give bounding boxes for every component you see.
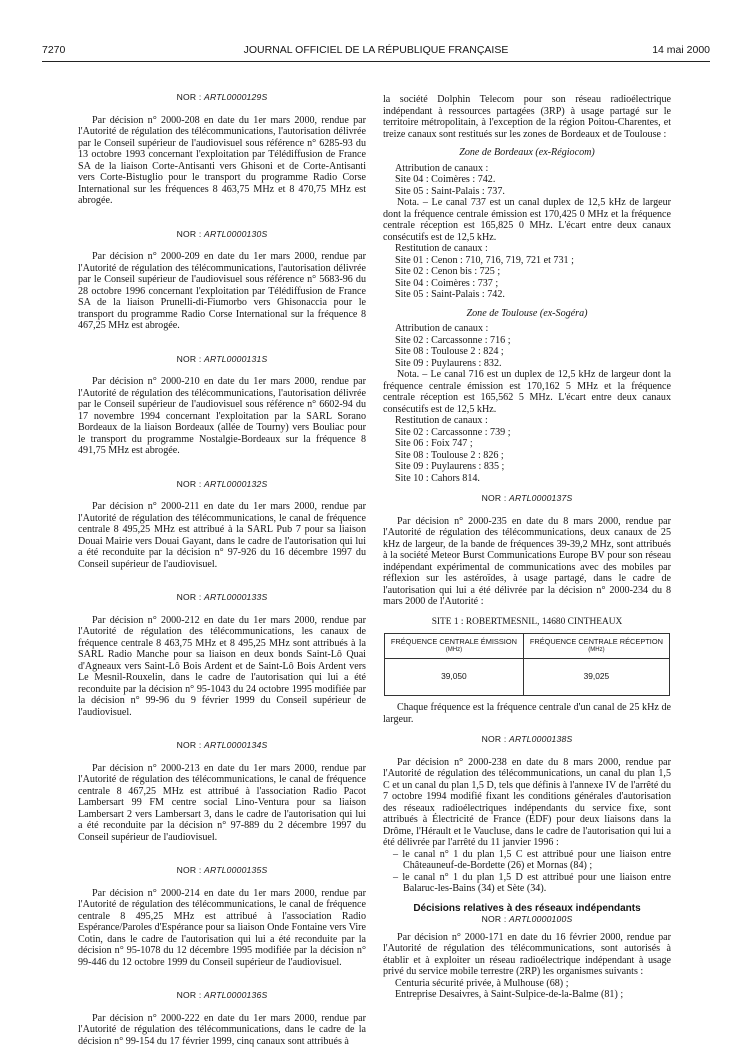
decision-paragraph: Par décision n° 2000-211 en date du 1er mars 2000, rendue par l'Autorité de régulation des télécommunications, le canal de fréquence centrale 8 495,25 MHz est attribué à la SARL Pub 7 pour sa liaison Douai Mairie vers Douai Gayant, dans le cadre de l'autorisation qui lui a été reconduite par la décision n° 97-926 du 16 décembre 1997 du Conseil supérieur de l'audiovisuel.	[78, 501, 366, 570]
list-item: Site 02 : Cenon bis : 725 ;	[383, 266, 671, 278]
list-item: Site 08 : Toulouse 2 : 826 ;	[383, 450, 671, 462]
left-column	[78, 92, 366, 1047]
nor-reference: NOR : ARTL0000136S	[78, 990, 366, 1002]
nota-paragraph: Nota. – Le canal 716 est un duplex de 12,5 kHz de largeur dont la fréquence centrale émission est 170,162 5 MHz et la fréquence centrale réception est 165,562 5 MHz. L'écart entre deux canaux consécutifs est de 12,5 kHz.	[383, 369, 671, 415]
list-label: Attribution de canaux :	[383, 163, 671, 175]
nor-reference: NOR : ARTL0000100S	[383, 914, 671, 926]
list-item: Site 04 : Coimères : 742.	[383, 174, 671, 186]
list-item: Site 06 : Foix 747 ;	[383, 438, 671, 450]
list-item: Site 10 : Cahors 814.	[383, 473, 671, 485]
list-item: Site 01 : Cenon : 710, 716, 719, 721 et 731 ;	[383, 255, 671, 267]
list-item: Site 05 : Saint-Palais : 737.	[383, 186, 671, 198]
list-item: Site 08 : Toulouse 2 : 824 ;	[383, 346, 671, 358]
nor-reference: NOR : ARTL0000138S	[383, 734, 671, 746]
decision-paragraph: Par décision n° 2000-213 en date du 1er mars 2000, rendue par l'Autorité de régulation des télécommunications, le canal de fréquence centrale 8 467,25 MHz est attribué à l'association Radio Pacot Lambersart 99 FM centre social Lino-Ventura pour sa liaison Lambersart 2 vers Lambersart 3, dans le cadre de l'autorisation qui lui a été reconduite par la décision n° 97-889 du 2 décembre 1997 du Conseil supérieur de l'audiovisuel.	[78, 763, 366, 844]
list-item: Site 02 : Carcassonne : 716 ;	[383, 335, 671, 347]
page-number: 7270	[42, 44, 65, 56]
decision-paragraph: Par décision n° 2000-222 en date du 1er mars 2000, rendue par l'Autorité de régulation des télécommunications, dans le cadre de la décision n° 99-154 du 17 février 1999, cinq canaux sont attribués à	[78, 1013, 366, 1047]
decision-paragraph: Par décision n° 2000-212 en date du 1er mars 2000, rendue par l'Autorité de régulation des télécommunications, les canaux de fréquence centrale 8 463,75 MHz et 8 495,25 MHz sont attribués à la SARL Radio Manche pour sa liaison en deux bonds Saint-Lô Quai d'Agneaux vers Saint-Lô Bois Ardent et de Saint-Lô Bois Ardent vers Le Mesnil-Rouxelin, dans le cadre de l'autorisation qui lui a été reconduite par la décision n° 95-1043 du 24 octobre 1995 modifiée par la décision n° 99-96 du 9 février 1999 du Conseil supérieur de l'audiovisuel.	[78, 615, 366, 719]
nor-reference: NOR : ARTL0000130S	[78, 229, 366, 241]
list-item: Site 05 : Saint-Palais : 742.	[383, 289, 671, 301]
list-label: Attribution de canaux :	[383, 323, 671, 335]
list-item: Site 09 : Puylaurens : 835 ;	[383, 461, 671, 473]
table-header-reception: FRÉQUENCE CENTRALE RÉCEPTION (MHz)	[523, 634, 669, 659]
site-caption: SITE 1 : ROBERTMESNIL, 14680 CINTHEAUX	[383, 617, 671, 629]
nor-reference: NOR : ARTL0000137S	[383, 493, 671, 505]
list-item: Site 04 : Coimères : 737 ;	[383, 278, 671, 290]
continued-paragraph: la société Dolphin Telecom pour son réseau radioélectrique indépendant à ressources partagées (3RP) à usage partagé sur le territoire métropolitain, à l'exception de la région Poitou-Charentes, et treize canaux sont restitués sur les zones de Bordeaux et de Toulouse :	[383, 94, 671, 140]
list-item: Site 02 : Carcassonne : 739 ;	[383, 427, 671, 439]
table-header-emission: FRÉQUENCE CENTRALE ÉMISSION (MHz)	[385, 634, 524, 659]
table-cell: 39,025	[523, 659, 669, 696]
nor-reference: NOR : ARTL0000135S	[78, 865, 366, 877]
table-cell: 39,050	[385, 659, 524, 696]
decision-paragraph: Par décision n° 2000-210 en date du 1er mars 2000, rendue par l'Autorité de régulation des télécommunications, l'autorisation délivrée par le Conseil supérieur de l'audiovisuel sous référence n° 6602-94 du 17 novembre 1994 concernant l'exploitation par la SARL Sorano Bordeaux de la liaison Bordeaux (allée de Tourny) vers Bouliac pour le transport du programme Nostalgie-Bordeaux sur la fréquence 8 491,75 MHz est abrogée.	[78, 376, 366, 457]
header-rule	[42, 61, 710, 62]
decision-paragraph: Par décision n° 2000-238 en date du 8 mars 2000, rendue par l'Autorité de régulation des télécommunications, un canal du plan 1,5 C et un canal du plan 1,5 D, tels que définis à l'annexe IV de l'arrêté du 7 octobre 1994 modifié fixant les conditions générales d'autorisation des réseaux radioélectriques indépendants du service fixe, sont attribués à Électricité de France (EDF) pour deux liaisons dans la Drôme, l'Hérault et le Vaucluse, dans le cadre de l'autorisation qui lui a été délivrée par l'arrêté du 11 janvier 1996 :	[383, 757, 671, 849]
list-item: – le canal n° 1 du plan 1,5 D est attribué pour une liaison entre Balaruc-les-Bains (34) et Sète (34).	[383, 872, 671, 895]
nota-paragraph: Nota. – Le canal 737 est un canal duplex de 12,5 kHz de largeur dont la fréquence centrale émission est 170,425 0 MHz et la fréquence centrale réception est 165,825 0 MHz. L'écart entre deux canaux consécutifs est de 12,5 kHz.	[383, 197, 671, 243]
decision-paragraph: Par décision n° 2000-209 en date du 1er mars 2000, rendue par l'Autorité de régulation des télécommunications, l'autorisation délivrée par le Conseil supérieur de l'audiovisuel sous référence n° 5683-96 du 28 octobre 1996 concernant l'exploitation par Télédiffusion de France SA de la liaison Prunelli-di-Fiumorbo vers Ghisonaccia pour le transport du programme Radio Corse International sur la fréquence 8 467,25 MHz est abrogée.	[78, 251, 366, 332]
nor-reference: NOR : ARTL0000131S	[78, 354, 366, 366]
note-paragraph: Chaque fréquence est la fréquence centrale d'un canal de 25 kHz de largeur.	[383, 702, 671, 725]
list-label: Restitution de canaux :	[383, 415, 671, 427]
zone-title: Zone de Toulouse (ex-Sogéra)	[383, 308, 671, 320]
nor-reference: NOR : ARTL0000134S	[78, 740, 366, 752]
journal-title: JOURNAL OFFICIEL DE LA RÉPUBLIQUE FRANÇAISE	[42, 44, 710, 56]
page-header	[42, 40, 710, 58]
list-item: Entreprise Desaivres, à Saint-Sulpice-de-la-Balme (81) ;	[383, 989, 671, 1001]
decision-paragraph: Par décision n° 2000-214 en date du 1er mars 2000, rendue par l'Autorité de régulation des télécommunications, le canal de fréquence centrale 8 495,25 MHz est attribué à l'association Radio Espérance/Paroles d'Espérance pour sa liaison Onde Fontaine vers Vire Cotin, dans le cadre de l'autorisation qui lui a été reconduite par la décision n° 95-1078 du 12 décembre 1995 modifiée par la décision n° 99-446 du 12 octobre 1999 du Conseil supérieur de l'audiovisuel.	[78, 888, 366, 969]
issue-date: 14 mai 2000	[652, 44, 710, 56]
decision-paragraph: Par décision n° 2000-171 en date du 16 février 2000, rendue par l'Autorité de régulation des télécommunications, sont autorisés à établir et à exploiter un réseau radioélectrique indépendant à usage privé du service mobile terrestre (2RP) les organismes suivants :	[383, 932, 671, 978]
decision-paragraph: Par décision n° 2000-235 en date du 8 mars 2000, rendue par l'Autorité de régulation des télécommunications, deux canaux de 25 kHz de largeur, de la bande de fréquences 39-39,2 MHz, sont attribués à la société Meteor Burst Communications Europe BV pour son réseau indépendant expérimental de communications avec des mobiles par réflexion sur les astéroïdes, à usage partagé, dans le cadre de l'autorisation qui lui a été délivrée par la décision n° 2000-234 du 8 mars 2000 de l'Autorité :	[383, 516, 671, 608]
decision-paragraph: Par décision n° 2000-208 en date du 1er mars 2000, rendue par l'Autorité de régulation des télécommunications, l'autorisation délivrée par le Conseil supérieur de l'audiovisuel sous référence n° 6285-93 du 13 octobre 1993 concernant l'exploitation par Télédiffusion de France SA de la liaison Corte-Antisanti vers Ghisoni et de Corte-Antisanti vers Corte-Bistuglio pour le transport du programme Radio Corse International sur les fréquences 8 463,75 MHz et 8 470,75 MHz est abrogée.	[78, 115, 366, 207]
list-item: – le canal n° 1 du plan 1,5 C est attribué pour une liaison entre Châteauneuf-de-Bordette (26) et Mornas (84) ;	[383, 849, 671, 872]
nor-reference: NOR : ARTL0000133S	[78, 592, 366, 604]
section-heading: Décisions relatives à des réseaux indépendants	[383, 903, 671, 915]
right-column	[383, 94, 671, 1001]
list-label: Restitution de canaux :	[383, 243, 671, 255]
zone-title: Zone de Bordeaux (ex-Régiocom)	[383, 147, 671, 159]
nor-reference: NOR : ARTL0000132S	[78, 479, 366, 491]
frequency-table	[384, 633, 670, 696]
list-item: Site 09 : Puylaurens : 832.	[383, 358, 671, 370]
nor-reference: NOR : ARTL0000129S	[78, 92, 366, 104]
list-item: Centuria sécurité privée, à Mulhouse (68) ;	[383, 978, 671, 990]
